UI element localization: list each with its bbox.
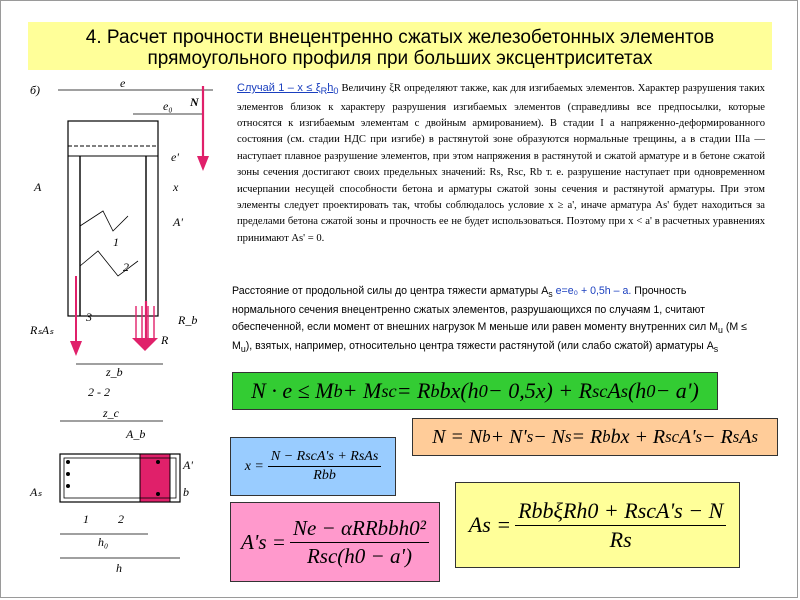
- fraction: $\frac{\text{RbbξRh0 + RscA's − N}}{Rs}$: [515, 498, 726, 553]
- formula-As-prime: A's = $\frac{\text{Ne − αRRbbh0²}}{\text{Rsc(h0 − a')}}$: [230, 502, 440, 582]
- diagram-label-x: x: [173, 180, 179, 194]
- diagram-label-e0: e₀: [163, 99, 173, 113]
- diagram-label-eprime: e': [171, 150, 179, 164]
- diagram-label-22: 2 - 2: [88, 385, 110, 399]
- case-1-heading: Случай $1 - x \le \xi_Rh_0$: [237, 82, 339, 97]
- diagram-label-e: e: [120, 76, 126, 90]
- formula-x-height: x = $\frac{\text{N − RscA's + RsAs}}{\text{Rbb}}$: [230, 437, 396, 496]
- diagram-label-As2: Aₛ: [30, 485, 42, 499]
- fraction: $\frac{\text{Ne − αRRbbh0²}}{\text{Rsc(h0 − a')}}$: [290, 516, 429, 569]
- fraction: $\frac{\text{N − RscA's + RsAs}}{\text{Rbb}}$: [268, 449, 381, 484]
- diagram-label-Rs: RₛAₛ: [30, 323, 54, 337]
- diagram-label-b2: b: [183, 485, 189, 499]
- diagram-label-Ab: A_b: [126, 427, 146, 441]
- diagram-label-1: 1: [113, 235, 119, 249]
- diagram-label-b: б): [30, 83, 41, 97]
- column-section-diagram: [28, 76, 228, 586]
- formula-moment-equilibrium: N · e ≤ M b + M sc = R b bx(h 0 − 0,5x) + R sc A s (h 0 − a'): [232, 372, 718, 410]
- formula-force-equilibrium: N = N b + N' s − N s = R b bx + R sc A' s − R s A s: [412, 418, 778, 456]
- diagram-label-1b: 1: [83, 512, 89, 526]
- title-line-2: прямоугольного профиля при больших эксцентриситетах: [147, 48, 653, 69]
- diagram-label-Rb: R_b: [178, 313, 198, 327]
- diagram-label-Asp2: A': [183, 458, 193, 472]
- diagram-label-2: 2: [123, 260, 129, 274]
- formula-As: As = $\frac{\text{RbbξRh0 + RscA's − N}}{Rs}$: [455, 482, 740, 568]
- eccentricity-formula-inline: e=e₀ + 0,5h – a.: [552, 285, 632, 297]
- diagram-label-h: h: [116, 561, 122, 575]
- case-1-text: [237, 80, 765, 247]
- slide-title: [28, 22, 772, 70]
- case-1-body: Величину ξR определяют также, как для изгибаемых элементов. Характер разрушения таких элементов близок к характеру разрушения изгибаемых элементов (справедливы все предпосылки, которые относятся к изгибаемым элементам с двойным армированием). В стадии I а напряженно-деформированного состояния (см. стадии НДС при изгибе) в растянутой зоне образуются нормальные трещины, а в стадии IIIа — наступает плавное разрушение элементов, при этом напряжения в растянутой и сжатой арматуре и в бетоне сжатой зоны сечения достигают своих предельных значений: Rs, Rsc, Rb т. е. разрушение наступает при одновременном исчерпании несущей способности бетона и арматуры сжатой зоны сечения и растянутой арматуры. При этом элементы следует проектировать так, чтобы соблюдалось условие x ≥ a', иначе арматура As' будет находиться за пределами бетона сжатой зоны и прочность ее не будет использоваться. Поэтому при x < a' в расчетных уравнениях принимают As' = 0.: [237, 83, 765, 244]
- diagram-label-N: N: [190, 95, 199, 109]
- diagram-label-Rsc: R: [161, 333, 169, 347]
- diagram-label-As: A: [34, 180, 42, 194]
- diagram-label-zc: z_c: [103, 406, 119, 420]
- title-line-1: 4. Расчет прочности внецентренно сжатых железобетонных элементов: [85, 27, 715, 48]
- diagram-label-h0b: h₀: [98, 535, 109, 549]
- diagram-label-2b: 2: [118, 512, 124, 526]
- diagram-label-zb: z_b: [106, 365, 123, 379]
- diagram-label-Asp: A': [173, 215, 183, 229]
- moment-condition-text: Расстояние от продольной силы до центра тяжести арматуры $A_s$ e=e₀ + 0,5h – a. Прочность нормального сечения внецентренно сжатых элементов, разрушающихся по случаям 1, считают обеспеченной, если момент от внешних нагрузок M меньше или равен моменту внутренних сил $M_u$ $(M \le M_u)$, взятых, например, относительно центра тяжести растянутой (или слабо сжатой) арматуры $A_s$: [232, 285, 747, 354]
- diagram-label-3: 3: [86, 310, 92, 324]
